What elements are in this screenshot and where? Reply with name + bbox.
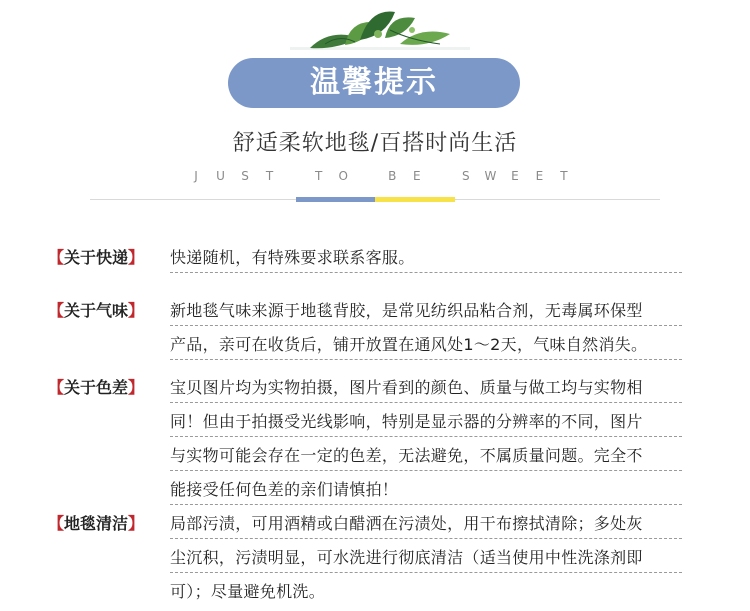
tagline-letter: T [265,169,274,183]
bracket-open: 【 [48,301,65,320]
content-line: 产品，亲可在收货后，铺开放置在通风处1～2天，气味自然消失。 [170,335,648,354]
content-line: 尘沉积，污渍明显，可水洗进行彻底清洁（适当使用中性洗涤剂即 [170,548,643,567]
title-pill [228,58,520,108]
accent-bar-blue [296,197,375,202]
section-label [48,244,144,272]
tagline-letter: E [412,169,421,183]
dashed-divider [170,325,682,326]
bracket-close: 】 [128,514,145,533]
section-label-text: 关于快递 [64,248,129,267]
bracket-close: 】 [128,248,145,267]
bracket-open: 【 [48,514,65,533]
dashed-divider [170,272,682,273]
section-content [170,510,682,606]
content-line: 快递随机，有特殊要求联系客服。 [170,248,415,267]
dashed-divider [170,538,682,539]
content-line: 可）；尽量避免机洗。 [170,582,326,601]
dashed-divider [170,504,682,505]
section-label [48,374,144,402]
tagline-letter: J [194,169,198,183]
tagline-letter: B [388,169,397,183]
section-label-text: 关于气味 [64,301,129,320]
tagline-gap [435,169,447,183]
dashed-divider [170,359,682,360]
section-content [170,374,682,510]
tagline-letter: O [338,169,348,183]
tagline-letter: S [241,169,249,183]
tagline-letter: T [560,169,568,183]
tagline-letter: T [314,169,323,183]
subtitle: 舒适柔软地毯/百搭时尚生活 [232,131,518,156]
bracket-close: 】 [128,301,145,320]
section-content [170,297,682,365]
bracket-open: 【 [48,248,65,267]
section-label-text: 关于色差 [64,378,129,397]
dashed-divider [170,572,682,573]
tagline-letter: E [511,169,519,183]
tagline-gap [362,169,374,183]
tagline [190,169,570,183]
dashed-divider [170,402,682,403]
tagline-letter: S [462,169,470,183]
dashed-divider [170,436,682,437]
content-line: 新地毯气味来源于地毯背胶，是常见纺织品粘合剂，无毒属环保型 [170,301,643,320]
content-line: 局部污渍，可用酒精或白醋洒在污渍处，用干布擦拭清除；多处灰 [170,514,643,533]
content-line: 同！但由于拍摄受光线影响，特别是显示器的分辨率的不同，图片 [170,412,643,431]
content-line: 能接受任何色差的亲们请慎拍！ [170,480,399,499]
accent-bar-yellow [375,197,455,202]
bracket-close: 】 [128,378,145,397]
content-line: 与实物可能会存在一定的色差，无法避免，不属质量问题。完全不 [170,446,643,465]
page-title: 温馨提示 [310,65,438,100]
tagline-gap [288,169,300,183]
tagline-letter: U [216,169,225,183]
content-line: 宝贝图片均为实物拍摄，图片看到的颜色、质量与做工均与实物相 [170,378,643,397]
section-label [48,297,144,325]
tagline-letter: E [535,169,544,183]
tagline-letter: W [484,169,497,183]
dashed-divider [170,470,682,471]
leaf-decoration-icon [290,0,470,60]
bracket-open: 【 [48,378,65,397]
section-content [170,244,682,278]
section-label [48,510,144,538]
section-label-text: 地毯清洁 [64,514,129,533]
